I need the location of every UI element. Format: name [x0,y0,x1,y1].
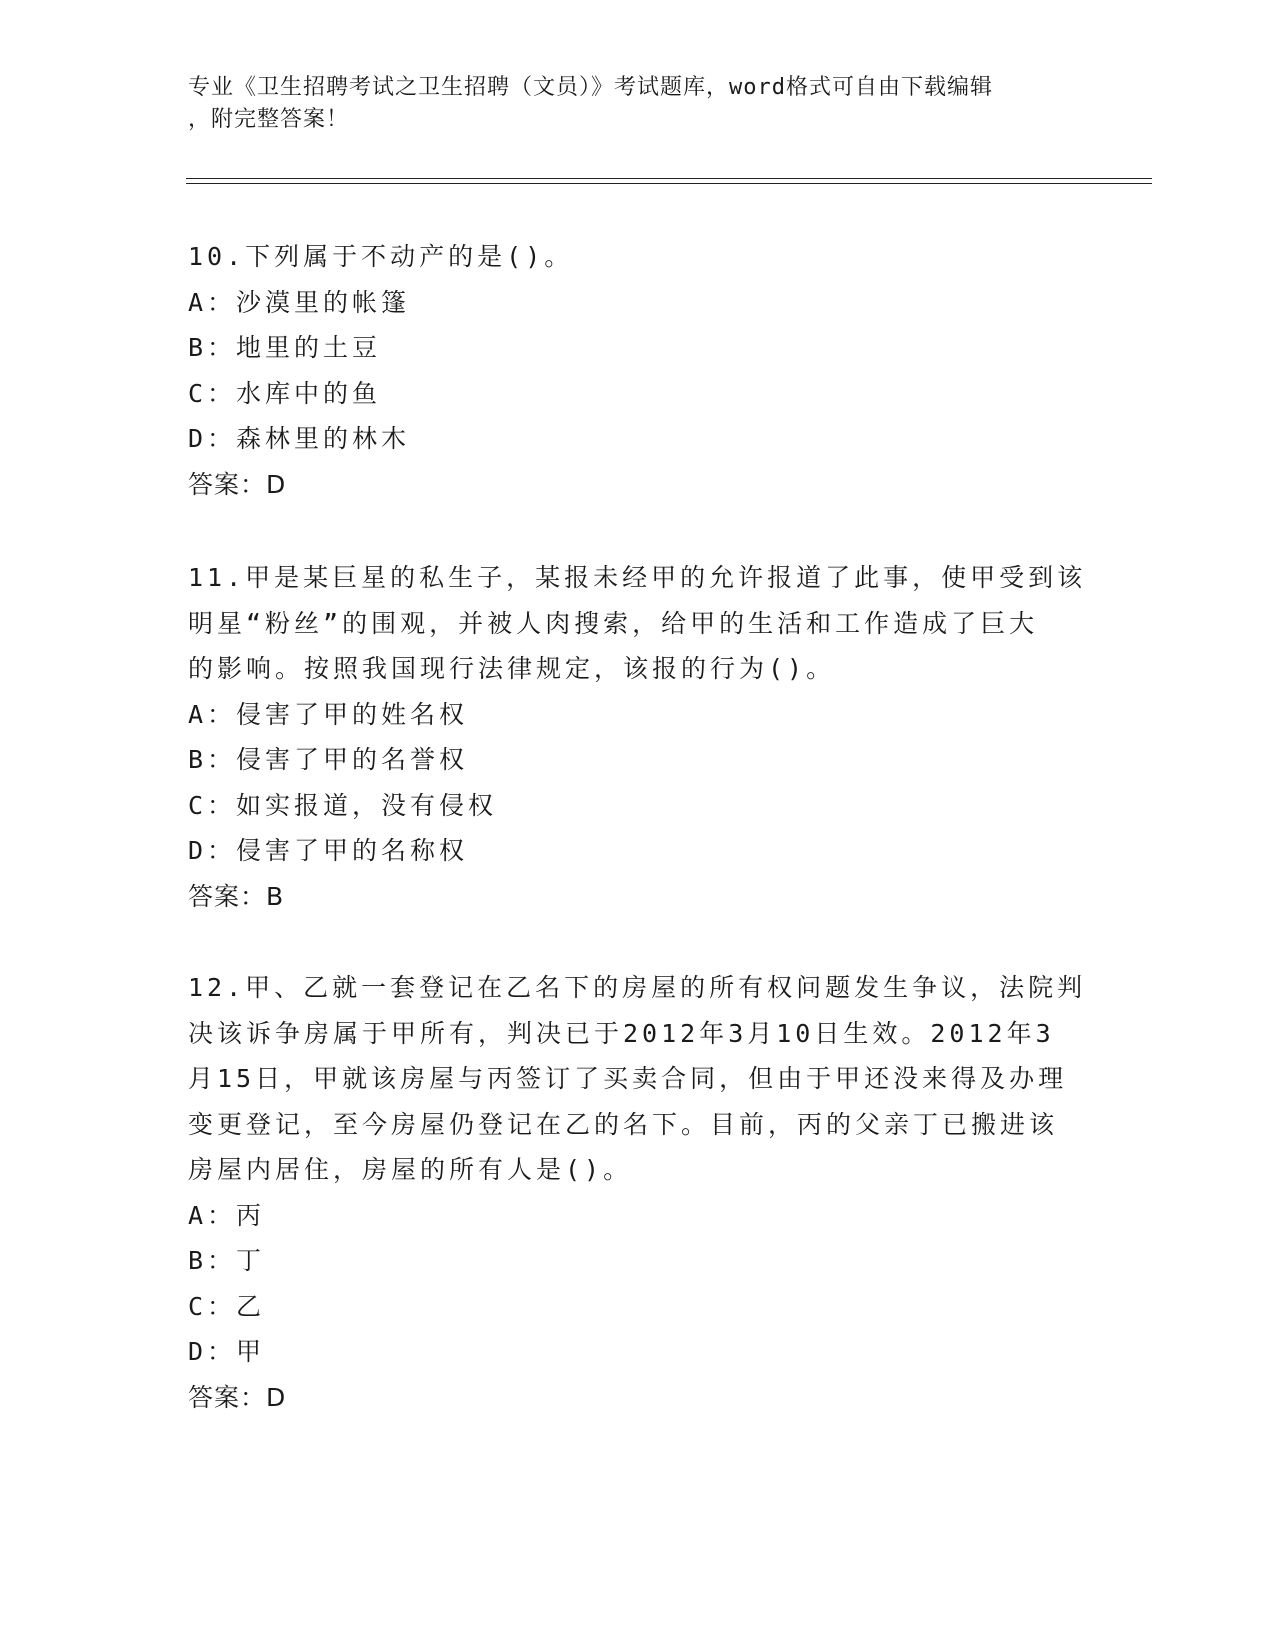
option-c: C：水库中的鱼 [188,378,382,408]
header-line-1: 专业《卫生招聘考试之卫生招聘（文员）》考试题库，word格式可自由下载编辑 [188,75,993,100]
option-a: A：沙漠里的帐篷 [188,287,411,317]
question-stem-line: 12.甲、乙就一套登记在乙名下的房屋的所有权问题发生争议，法院判 [188,973,1087,1002]
question-stem-line: 月15日，甲就该房屋与丙签订了买卖合同，但由于甲还没来得及办理 [188,1064,1068,1093]
option-a: A：丙 [188,1200,266,1230]
document-header [188,72,1088,136]
option-d: D：甲 [188,1337,266,1366]
question-12 [188,965,1088,1420]
answer: 答案：B [188,881,285,911]
option-c: C：如实报道，没有侵权 [188,790,498,820]
question-10 [188,234,1088,507]
question-stem-line: 决该诉争房属于甲所有，判决已于2012年3月10日生效。2012年3 [188,1018,1055,1048]
option-d: D：森林里的林木 [188,424,411,453]
header-line-2: ，附完整答案！ [188,107,350,132]
question-11 [188,555,1088,919]
option-d: D：侵害了甲的名称权 [188,836,469,865]
option-b: B：侵害了甲的名誉权 [188,745,469,774]
option-c: C：乙 [188,1291,266,1321]
header-divider-top [186,178,1152,179]
option-b: B：丁 [188,1246,266,1275]
question-stem-line: 变更登记，至今房屋仍登记在乙的名下。目前，丙的父亲丁已搬进该 [188,1109,1059,1139]
question-stem-line: 11.甲是某巨星的私生子，某报未经甲的允许报道了此事，使甲受到该 [188,563,1087,592]
question-stem-line: 房屋内居住，房屋的所有人是()。 [188,1155,633,1184]
question-stem-line: 10.下列属于不动产的是()。 [188,242,574,271]
answer: 答案：D [188,1382,287,1412]
question-stem-line: 明星“粉丝”的围观，并被人肉搜索，给甲的生活和工作造成了巨大 [188,608,1039,638]
header-divider-bottom [186,183,1152,184]
answer: 答案：D [188,469,287,499]
option-a: A：侵害了甲的姓名权 [188,699,469,729]
option-b: B：地里的土豆 [188,333,382,362]
question-stem-line: 的影响。按照我国现行法律规定，该报的行为()。 [188,654,836,683]
